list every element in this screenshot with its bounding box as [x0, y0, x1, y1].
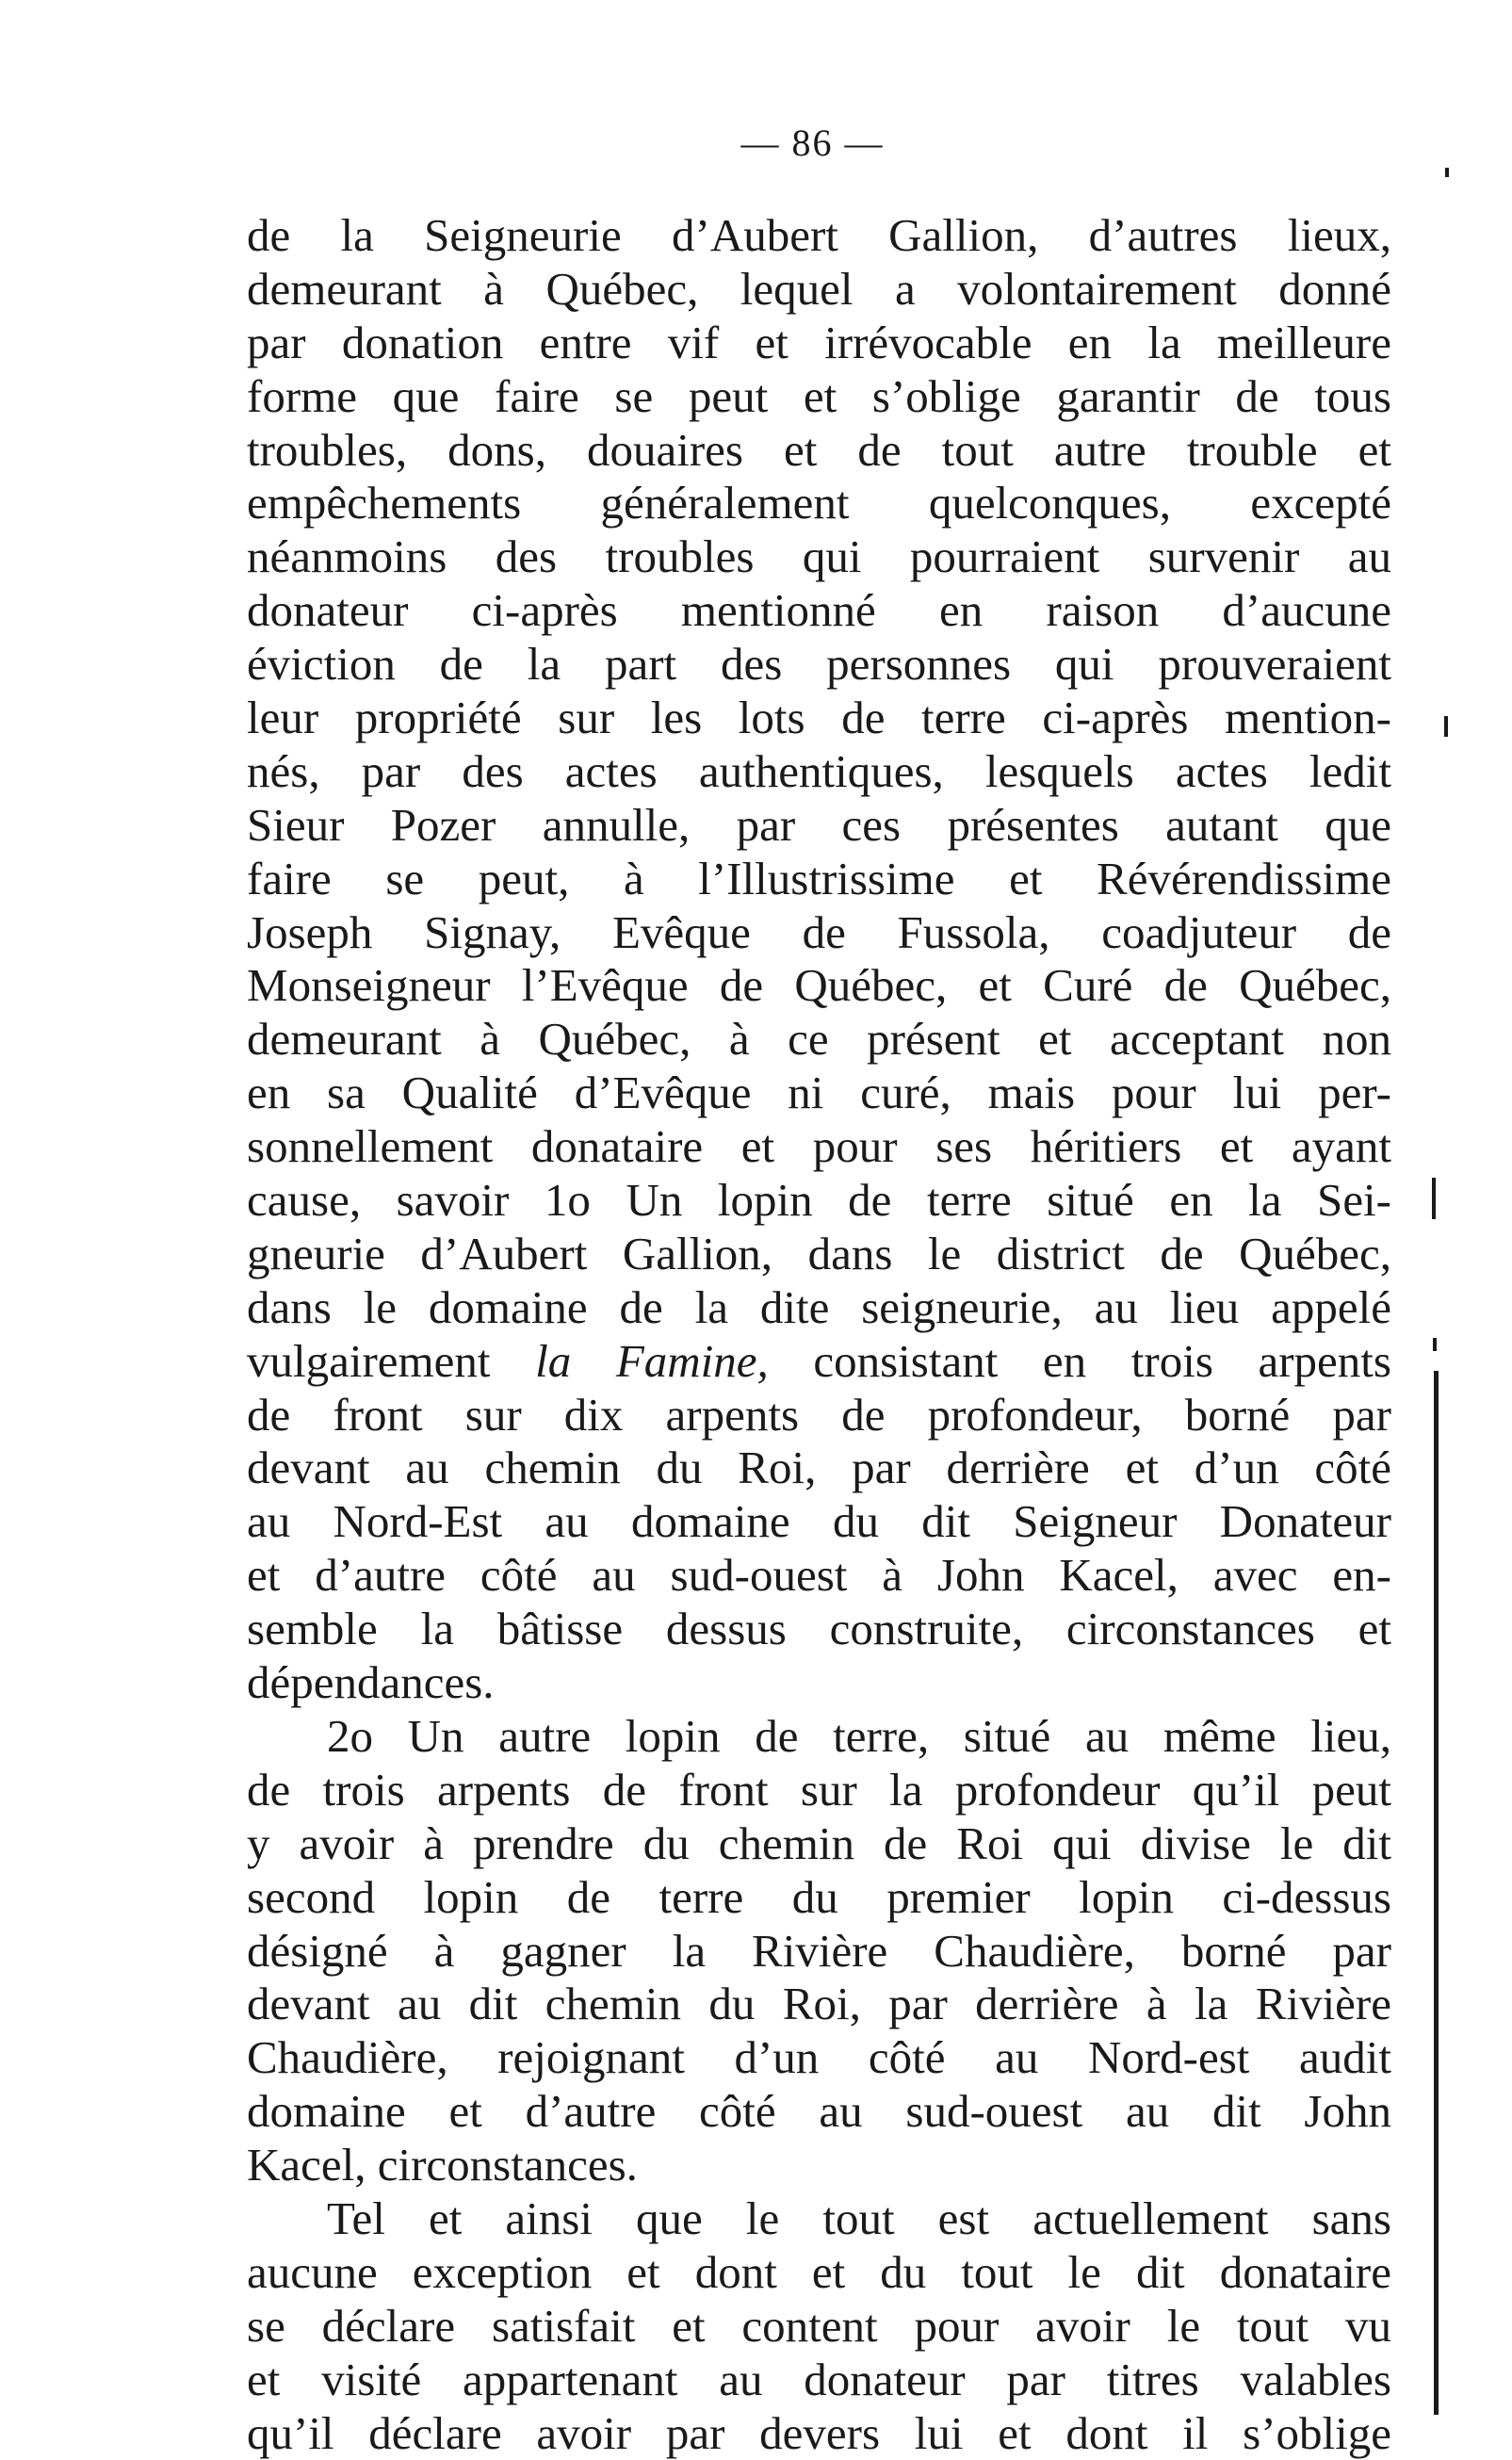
text-run: vulgairement — [247, 1334, 536, 1387]
text-line: au Nord-Est au domaine du dit Seigneur Donateur — [247, 1495, 1391, 1548]
text-line: empêchements généralement quelconques, excepté — [247, 477, 1391, 529]
text-line: néanmoins des troubles qui pourraient survenir au — [247, 530, 1391, 583]
text-line: dépendances. — [247, 1656, 495, 1709]
body-text — [247, 209, 1391, 2460]
text-line: Kacel, circonstances. — [247, 2139, 638, 2191]
text-line: en sa Qualité d’Evêque ni curé, mais pour lui per- — [247, 1067, 1391, 1119]
text-line: nés, par des actes authentiques, lesquels actes ledit — [247, 744, 1391, 797]
text-line: Monseigneur l’Evêque de Québec, et Curé de Québec, — [247, 959, 1391, 1012]
text-line: et visité appartenant au donateur par titres valables — [247, 2353, 1391, 2405]
italic-place-name: la Famine, — [535, 1334, 769, 1387]
page-number: — 86 — — [740, 122, 885, 164]
text-line: se déclare satisfait et content pour avoir le tout vu — [247, 2299, 1391, 2352]
text-line: donateur ci-après mentionné en raison d’aucune — [247, 584, 1391, 637]
text-line: semble la bâtisse dessus construite, circonstances et — [247, 1603, 1391, 1655]
text-line-italic-phrase — [247, 1335, 1391, 1389]
text-line: demeurant à Québec, lequel a volontairement donné — [247, 262, 1391, 315]
text-line: qu’il déclare avoir par devers lui et dont il s’oblige — [247, 2406, 1391, 2459]
text-line: éviction de la part des personnes qui prouveraient — [247, 638, 1391, 691]
text-line: de la Seigneurie d’Aubert Gallion, d’autres lieux, — [247, 209, 1391, 261]
text-line: troubles, dons, douaires et de tout autre trouble et — [247, 423, 1391, 476]
text-line: second lopin de terre du premier lopin ci-dessus — [247, 1870, 1391, 1923]
text-line: de trois arpents de front sur la profondeur qu’il peut — [247, 1763, 1391, 1816]
text-line: Chaudière, rejoignant d’un côté au Nord-est audit — [247, 2031, 1391, 2084]
scan-mark — [1444, 716, 1448, 737]
text-line: demeurant à Québec, à ce présent et acceptant non — [247, 1013, 1391, 1066]
scan-mark — [1445, 168, 1449, 177]
text-line: gneurie d’Aubert Gallion, dans le district de Québec, — [247, 1227, 1391, 1279]
text-line: désigné à gagner la Rivière Chaudière, borné par — [247, 1924, 1391, 1977]
text-line: faire se peut, à l’Illustrissime et Révérendissime — [247, 852, 1391, 904]
text-line: et d’autre côté au sud-ouest à John Kacel, avec en- — [247, 1549, 1391, 1602]
paragraph-start: Tel et ainsi que le tout est actuellement sans — [327, 2191, 1391, 2244]
text-line: leur propriété sur les lots de terre ci-après mention- — [247, 692, 1391, 744]
scan-mark — [1432, 1178, 1436, 1219]
text-line: forme que faire se peut et s’oblige garantir de tous — [247, 369, 1391, 422]
text-line: domaine et d’autre côté au sud-ouest au dit John — [247, 2085, 1391, 2138]
text-line: de front sur dix arpents de profondeur, borné par — [247, 1388, 1391, 1441]
text-line: aucune exception et dont et du tout le dit donataire — [247, 2245, 1391, 2298]
binding-edge-line — [1434, 1371, 1439, 2415]
text-line: sonnellement donataire et pour ses héritiers et ayant — [247, 1120, 1391, 1173]
paragraph-start: 2o Un autre lopin de terre, situé au même lieu, — [327, 1709, 1391, 1762]
scan-mark — [1433, 1338, 1437, 1351]
text-line: devant au chemin du Roi, par derrière et d’un côté — [247, 1442, 1391, 1494]
text-line: y avoir à prendre du chemin de Roi qui divise le dit — [247, 1816, 1391, 1869]
text-line: Joseph Signay, Evêque de Fussola, coadjuteur de — [247, 905, 1391, 958]
text-run: consistant en trois arpents — [768, 1334, 1391, 1387]
text-line: cause, savoir 1o Un lopin de terre situé en la Sei- — [247, 1174, 1391, 1227]
text-line: Sieur Pozer annulle, par ces présentes autant que — [247, 798, 1391, 851]
text-line: par donation entre vif et irrévocable en la meilleure — [247, 316, 1391, 368]
text-line: dans le domaine de la dite seigneurie, au lieu appelé — [247, 1280, 1391, 1333]
text-line: devant au dit chemin du Roi, par derrière à la Rivière — [247, 1978, 1391, 2030]
